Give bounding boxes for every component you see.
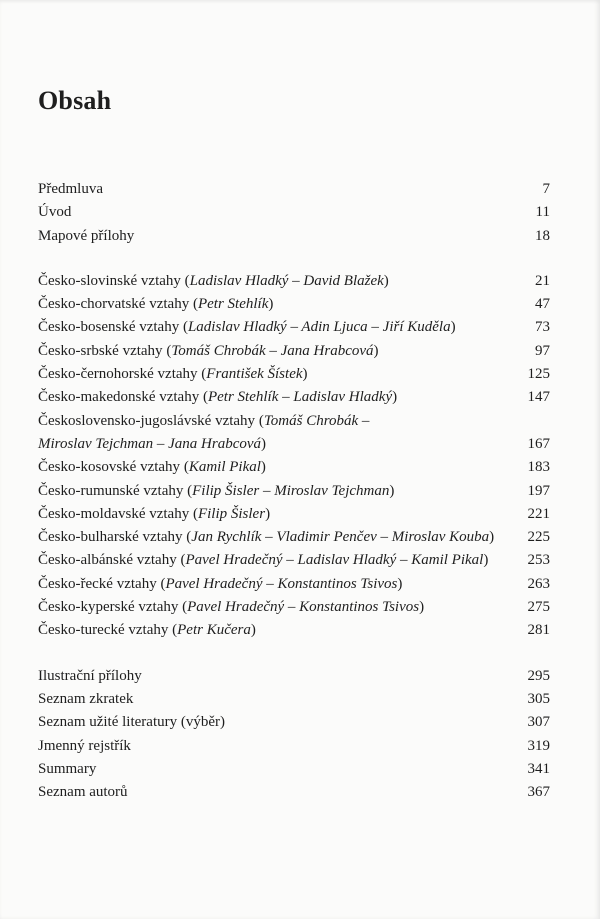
page-number: 305 — [527, 690, 550, 707]
toc-entry-line: Československo-jugoslávské vztahy (Tomáš Chrobák – — [38, 412, 370, 429]
chapter-authors: Filip Šisler — [197, 505, 266, 522]
toc-entry-line: Česko-kosovské vztahy (Kamil Pikal) — [38, 459, 266, 476]
chapter-title: Česko-moldavské vztahy — [38, 505, 190, 522]
chapter-authors-continued: Miroslav Tejchman – Jana Hrabcová — [38, 435, 262, 452]
toc-entry[interactable] — [38, 596, 550, 619]
chapter-title: Česko-bosenské vztahy — [38, 319, 180, 336]
chapter-authors: Ladislav Hladký – David Blažek — [189, 272, 384, 289]
toc-entry[interactable] — [38, 293, 550, 316]
chapter-authors: Ladislav Hladký – Adin Ljuca – Jiří Kuděla — [187, 319, 451, 336]
page-number: 275 — [527, 599, 550, 616]
page-number: 341 — [527, 760, 550, 777]
toc-entry-line — [38, 735, 504, 758]
toc-entry[interactable] — [38, 573, 550, 596]
toc-entry[interactable] — [38, 619, 550, 642]
chapter-authors: Petr Stehlík — [197, 296, 269, 313]
chapter-authors: Tomáš Chrobák – Jana Hrabcová — [171, 342, 374, 359]
toc-entry-label — [38, 340, 518, 363]
toc-entry-label — [38, 619, 518, 642]
page-number: 183 — [527, 459, 550, 476]
page-number: 97 — [535, 342, 550, 359]
toc-entry-line — [38, 758, 504, 781]
chapter-title: Mapové přílohy — [38, 227, 135, 244]
chapter-title: Česko-kosovské vztahy — [38, 459, 181, 476]
toc-entry-line: Česko-rumunské vztahy (Filip Šisler – Miroslav Tejchman) — [38, 482, 395, 499]
chapter-title: Seznam autorů — [38, 784, 128, 801]
toc-entry-line: Česko-chorvatské vztahy (Petr Stehlík) — [38, 296, 274, 313]
page-number: 21 — [535, 272, 550, 289]
page-number: 167 — [527, 435, 550, 452]
toc-entry-line — [38, 178, 504, 201]
toc-entry[interactable] — [38, 270, 550, 293]
toc-entry-line: Česko-černohorské vztahy (František Šístek) — [38, 366, 308, 383]
toc-entry[interactable] — [38, 410, 550, 457]
toc-entry[interactable] — [38, 758, 550, 781]
toc-entry-label — [38, 665, 518, 688]
toc-entry-label — [38, 526, 518, 549]
page-number: 225 — [527, 529, 550, 546]
page-number: 221 — [527, 505, 550, 522]
chapter-authors: Pavel Hradečný – Ladislav Hladký – Kamil Pikal — [185, 552, 484, 569]
toc-entry-line: Česko-bosenské vztahy (Ladislav Hladký – Adin Ljuca – Jiří Kuděla) — [38, 319, 456, 336]
toc-entry-label — [38, 549, 518, 572]
toc-entry-line: Česko-moldavské vztahy (Filip Šisler) — [38, 505, 271, 522]
toc-entry[interactable] — [38, 316, 550, 339]
page-number: 73 — [535, 319, 550, 336]
toc-entry-label — [38, 316, 518, 339]
chapter-title: Jmenný rejstřík — [38, 737, 131, 754]
toc-entry-label — [38, 386, 518, 409]
page-number: 281 — [527, 622, 550, 639]
page-title: Obsah — [38, 86, 112, 115]
chapter-authors: Petr Kučera — [177, 622, 251, 639]
toc-entry-label — [38, 735, 518, 758]
toc-entry-label — [38, 596, 518, 619]
chapter-authors: František Šístek — [206, 366, 303, 383]
chapter-title: Seznam užité literatury (výběr) — [38, 714, 226, 731]
chapter-authors: Jan Rychlík – Vladimir Penčev – Miroslav Kouba — [191, 529, 490, 546]
chapter-authors: Pavel Hradečný – Konstantinos Tsivos — [187, 599, 420, 616]
chapter-title: Česko-kyperské vztahy — [38, 599, 179, 616]
toc-entry[interactable] — [38, 781, 550, 804]
toc-entry[interactable] — [38, 688, 550, 711]
chapter-title: Česko-chorvatské vztahy — [38, 296, 190, 313]
chapter-authors: Petr Stehlík – Ladislav Hladký — [207, 389, 393, 406]
toc-entry-label — [38, 201, 518, 224]
page-number: 367 — [527, 784, 550, 801]
page-number: 7 — [542, 181, 550, 197]
toc-entry-line: Česko-makedonské vztahy (Petr Stehlík – Ladislav Hladký) — [38, 389, 398, 406]
toc-entry-line: Česko-bulharské vztahy (Jan Rychlík – Vladimir Penčev – Miroslav Kouba) — [38, 529, 495, 546]
toc-entry-label — [38, 456, 518, 479]
toc-entry[interactable] — [38, 363, 550, 386]
chapter-title: Česko-srbské vztahy — [38, 342, 163, 359]
chapter-title: Summary — [38, 760, 97, 777]
toc-section — [38, 665, 550, 805]
toc-entry-line: Česko-slovinské vztahy (Ladislav Hladký – David Blažek) — [38, 272, 389, 289]
toc-entry-label — [38, 688, 518, 711]
toc-entry-label — [38, 480, 518, 503]
toc-entry-line — [38, 688, 504, 711]
toc-entry[interactable] — [38, 665, 550, 688]
chapter-title: Ilustrační přílohy — [38, 667, 142, 684]
toc-entry-label — [38, 711, 518, 734]
toc-entry-label — [38, 781, 518, 804]
toc-entry-line: Česko-řecké vztahy (Pavel Hradečný – Konstantinos Tsivos) — [38, 575, 403, 592]
toc-entry[interactable] — [38, 711, 550, 734]
toc-entry-label — [38, 363, 518, 386]
toc-section — [38, 178, 550, 248]
toc-entry[interactable] — [38, 549, 550, 572]
chapter-title: Česko-rumunské vztahy — [38, 482, 184, 499]
chapter-title: Úvod — [38, 204, 72, 221]
toc-entry-label — [38, 293, 518, 316]
table-of-contents — [38, 178, 550, 804]
toc-entry[interactable] — [38, 178, 550, 201]
toc-entry-label — [38, 503, 518, 526]
toc-entry-label — [38, 225, 518, 248]
toc-entry-line: Česko-albánské vztahy (Pavel Hradečný – Ladislav Hladký – Kamil Pikal) — [38, 552, 489, 569]
toc-entry-line: Česko-kyperské vztahy (Pavel Hradečný – Konstantinos Tsivos) — [38, 599, 425, 616]
toc-section — [38, 270, 550, 643]
toc-entry-line — [38, 225, 504, 248]
page-number: 147 — [527, 389, 550, 406]
toc-entry-line: Česko-srbské vztahy (Tomáš Chrobák – Jana Hrabcová) — [38, 342, 379, 359]
toc-entry[interactable] — [38, 735, 550, 758]
toc-entry-label — [38, 758, 518, 781]
toc-entry-label — [38, 178, 518, 201]
page-number: 18 — [535, 227, 550, 244]
chapter-title: Česko-slovinské vztahy — [38, 272, 181, 289]
toc-entry[interactable] — [38, 503, 550, 526]
chapter-title: Česko-albánské vztahy — [38, 552, 177, 569]
page-number: 125 — [527, 366, 550, 383]
toc-entry[interactable] — [38, 526, 550, 549]
toc-entry[interactable] — [38, 225, 550, 248]
toc-entry[interactable] — [38, 456, 550, 479]
chapter-authors: Filip Šisler – Miroslav Tejchman — [192, 482, 390, 499]
toc-entry-label — [38, 410, 518, 457]
toc-entry-line — [38, 781, 504, 804]
page-number: 307 — [527, 714, 550, 731]
page-number: 253 — [527, 552, 550, 569]
toc-entry-line — [38, 711, 504, 734]
chapter-title: Předmluva — [38, 181, 103, 197]
page-number: 197 — [527, 482, 550, 499]
toc-entry-label — [38, 270, 518, 293]
toc-entry-line: Česko-turecké vztahy (Petr Kučera) — [38, 622, 256, 639]
chapter-title: Česko-makedonské vztahy — [38, 389, 200, 406]
chapter-title: Československo-jugoslávské vztahy — [38, 412, 256, 429]
page-number: 47 — [535, 296, 550, 313]
chapter-title: Seznam zkratek — [38, 690, 134, 707]
toc-entry[interactable] — [38, 480, 550, 503]
chapter-authors: Pavel Hradečný – Konstantinos Tsivos — [165, 575, 398, 592]
toc-entry-line — [38, 201, 504, 224]
chapter-authors: Kamil Pikal — [188, 459, 261, 476]
toc-entry-line — [38, 665, 504, 688]
page-number: 263 — [527, 575, 550, 592]
toc-entry[interactable] — [38, 201, 550, 224]
chapter-title: Česko-černohorské vztahy — [38, 366, 198, 383]
page-number: 319 — [527, 737, 550, 754]
chapter-title: Česko-turecké vztahy — [38, 622, 169, 639]
chapter-title: Česko-řecké vztahy — [38, 575, 157, 592]
chapter-title: Česko-bulharské vztahy — [38, 529, 183, 546]
toc-entry[interactable] — [38, 340, 550, 363]
chapter-authors: Tomáš Chrobák – — [263, 412, 370, 429]
page-number: 11 — [535, 204, 550, 221]
toc-entry-label — [38, 573, 518, 596]
toc-entry[interactable] — [38, 386, 550, 409]
page-number: 295 — [527, 667, 550, 684]
toc-entry-line: Miroslav Tejchman – Jana Hrabcová) — [38, 435, 267, 452]
